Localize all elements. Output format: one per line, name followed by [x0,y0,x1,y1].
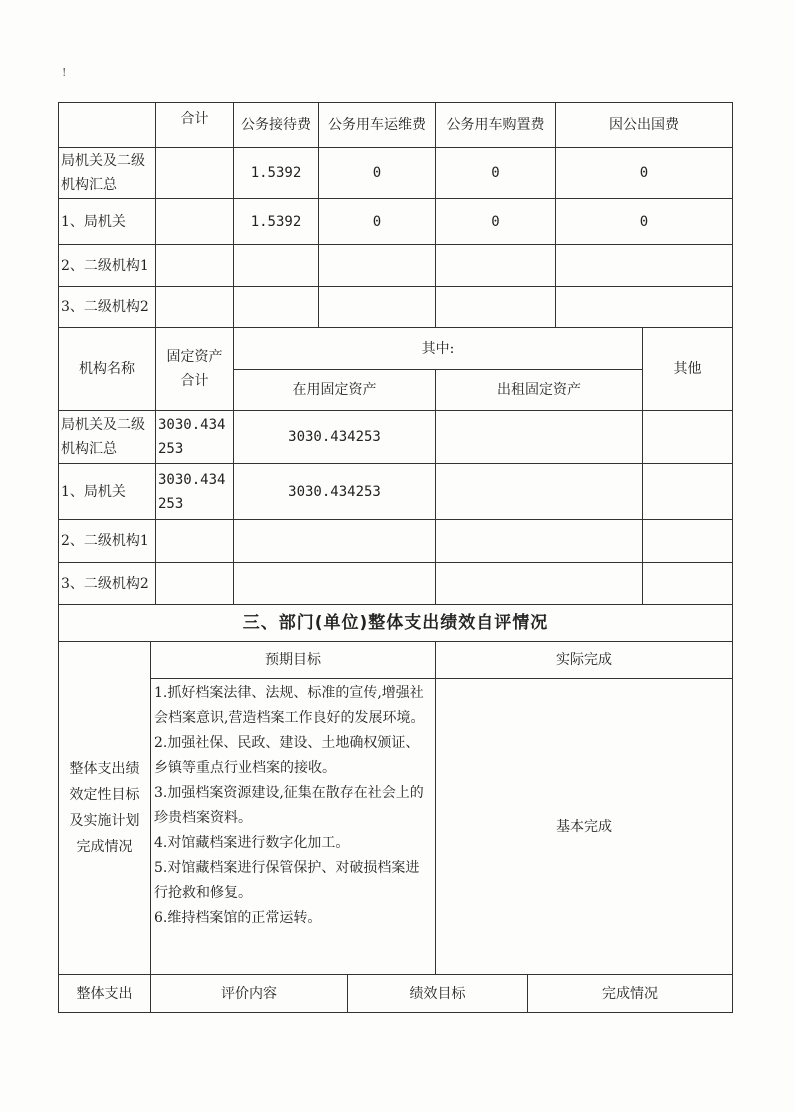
row-org-name: 3、二级机构2 [59,563,156,605]
row-abroad: 0 [556,199,733,245]
row-org-name: 局机关及二级机构汇总 [59,148,156,199]
list-item: 3.加强档案资源建设,征集在散存在社会上的珍贵档案资料。 [154,785,424,826]
table-row [59,563,733,605]
row-org-name: 1、局机关 [59,464,156,520]
row-vehicle-ops: 0 [319,199,436,245]
row-total [156,245,234,287]
row-reception: 1.5392 [234,148,319,199]
page-mark: ! [62,66,67,79]
table-row [59,245,733,287]
row-asset-total: 3030.434253 [156,411,234,464]
table1-header-reception: 公务接待费 [234,103,319,148]
row-vehicle-buy: 0 [436,199,556,245]
table1-header-row [59,103,733,148]
row-vehicle-ops [319,287,436,328]
row-reception [234,287,319,328]
row-org-name: 3、二级机构2 [59,287,156,328]
row-total [156,287,234,328]
completion-status-header: 完成情况 [528,975,733,1013]
expected-goals-list [151,679,436,975]
actual-completion-value: 基本完成 [436,679,733,975]
row-rented [436,464,643,520]
table-row [59,148,733,199]
row-total [156,148,234,199]
row-abroad [556,287,733,328]
row-other [643,520,733,563]
table2-header-row [59,328,733,370]
row-vehicle-buy [436,245,556,287]
row-reception [234,245,319,287]
actual-completion-header: 实际完成 [436,642,733,679]
table2-header-in-use: 在用固定资产 [234,370,436,411]
row-other [643,563,733,605]
row-in-use [234,520,436,563]
table1-header-abroad: 因公出国费 [556,103,733,148]
table-row [59,464,733,520]
row-vehicle-ops: 0 [319,148,436,199]
table1-header-vehicle-buy: 公务用车购置费 [436,103,556,148]
expected-goals-header: 预期目标 [151,642,436,679]
row-rented [436,563,643,605]
table1-header-vehicle-ops: 公务用车运维费 [319,103,436,148]
table1-header-total: 合计 [156,103,234,148]
row-other [643,464,733,520]
section3-content-row [59,679,733,975]
qualitative-goals-label: 整体支出绩效定性目标及实施计划完成情况 [59,642,151,975]
table2-header-among: 其中: [234,328,643,370]
row-asset-total [156,563,234,605]
row-in-use: 3030.434253 [234,464,436,520]
section3-title-row [59,605,733,642]
row-org-name: 局机关及二级机构汇总 [59,411,156,464]
row-reception: 1.5392 [234,199,319,245]
row-other [643,411,733,464]
row-org-name: 1、局机关 [59,199,156,245]
performance-self-evaluation-table [58,604,733,1013]
row-in-use [234,563,436,605]
table1-corner-cell [59,103,156,148]
performance-target-header: 绩效目标 [348,975,528,1013]
section-title: 三、部门(单位)整体支出绩效自评情况 [59,605,733,642]
table-row [59,411,733,464]
table2-header-total: 固定资产合计 [156,328,234,411]
list-item: 5.对馆藏档案进行保管保护、对破损档案进行抢救和修复。 [154,860,420,901]
list-item: 4.对馆藏档案进行数字化加工。 [154,835,350,851]
section3-header-row [59,642,733,679]
table-row [59,199,733,245]
table-row [59,287,733,328]
row-asset-total [156,520,234,563]
three-public-expenses-table [58,102,733,328]
row-org-name: 2、二级机构1 [59,520,156,563]
row-rented [436,411,643,464]
row-vehicle-buy [436,287,556,328]
row-abroad: 0 [556,148,733,199]
list-item: 6.维持档案馆的正常运转。 [154,910,322,926]
row-abroad [556,245,733,287]
table-row [59,520,733,563]
row-in-use: 3030.434253 [234,411,436,464]
section3-bottom-row [59,975,733,1013]
fixed-assets-table [58,327,733,605]
table2-header-rented: 出租固定资产 [436,370,643,411]
row-vehicle-ops [319,245,436,287]
list-item: 1.抓好档案法律、法规、标准的宣传,增强社会档案意识,营造档案工作良好的发展环境。 [154,685,425,726]
row-rented [436,520,643,563]
row-total [156,199,234,245]
row-vehicle-buy: 0 [436,148,556,199]
list-item: 2.加强社保、民政、建设、土地确权颁证、乡镇等重点行业档案的接收。 [154,735,420,776]
overall-expenditure-label: 整体支出 [59,975,151,1013]
evaluation-content-header: 评价内容 [151,975,348,1013]
row-asset-total: 3030.434253 [156,464,234,520]
table2-header-org: 机构名称 [59,328,156,411]
table2-header-other: 其他 [643,328,733,411]
row-org-name: 2、二级机构1 [59,245,156,287]
